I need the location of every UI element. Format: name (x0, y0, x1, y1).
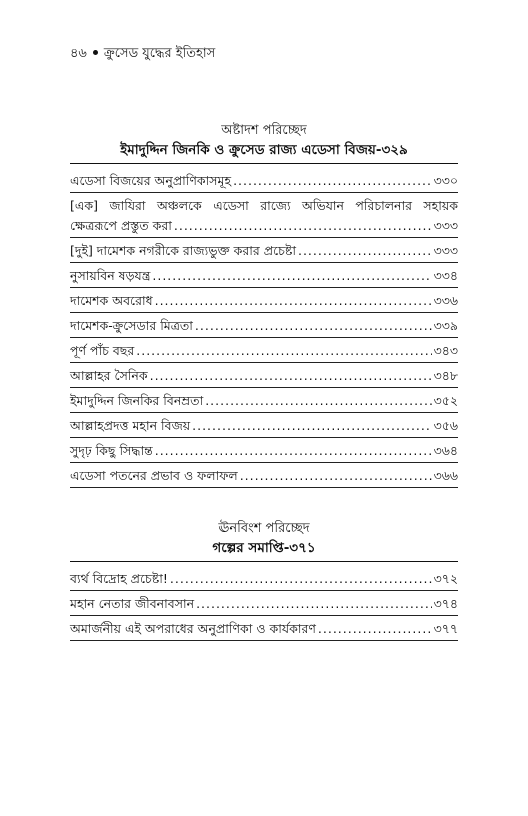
page-number: ৪৬ (70, 46, 87, 61)
entry-page: ৩৩৩ (433, 218, 458, 233)
entry-title: অমার্জনীয় এই অপরাধের অনুপ্রাণিকা ও কার্যকারণ (70, 621, 316, 636)
toc-entry[interactable] (70, 170, 458, 193)
chapter-18 (70, 122, 458, 490)
entry-title: সুদৃঢ় কিছু সিদ্ধান্ত (70, 443, 153, 458)
toc-entry[interactable] (70, 240, 458, 263)
toc-entry[interactable] (70, 415, 458, 438)
entry-page: ৩৭৭ (433, 621, 458, 636)
entry-title: দামেশক অবরোধ (70, 293, 153, 308)
toc-entry[interactable] (70, 365, 458, 388)
entry-title: এডেসা পতনের প্রভাব ও ফলাফল (70, 468, 238, 483)
entry-title: ইমাদুদ্দিন জিনকির বিনম্রতা (70, 393, 204, 408)
entry-title: পূর্ণ পাঁচ বছর (70, 343, 135, 358)
entry-title: নুসায়বিন ষড়যন্ত্র (70, 268, 151, 283)
entry-title: দামেশক-ক্রুসেডার মিত্রতা (70, 318, 193, 333)
entry-page: ৩৬৬ (433, 468, 458, 483)
chapter-title: ইমাদুদ্দিন জিনকি ও ক্রুসেড রাজ্য এডেসা বিজয়-৩২৯ (70, 140, 458, 164)
entry-title-line-1: [এক] জাযিরা অঞ্চলকে এডেসা রাজ্যে অভিযান পরিচালনার সহায়ক (70, 198, 458, 213)
entry-title: [দুই] দামেশক নগরীকে রাজ্যভুক্ত করার প্রচেষ্টা (70, 243, 296, 258)
chapter-label: ঊনবিংশ পরিচ্ছেদ (218, 521, 310, 536)
entry-page: ৩৭৪ (433, 596, 458, 611)
toc-entry[interactable] (70, 195, 458, 238)
toc-entry[interactable] (70, 593, 458, 616)
running-head (70, 44, 215, 65)
toc-entry[interactable] (70, 465, 458, 488)
chapter-label: অষ্টাদশ পরিচ্ছেদ (221, 123, 307, 138)
entry-title: এডেসা বিজয়ের অনুপ্রাণিকাসমূহ (70, 173, 232, 188)
entry-page: ৩৩৪ (433, 268, 458, 283)
toc-entry[interactable] (70, 440, 458, 463)
bullet-icon (93, 50, 98, 55)
toc-entry[interactable] (70, 568, 458, 591)
entry-title: আল্লাহর সৈনিক (70, 368, 148, 383)
entry-page: ৩৫৬ (433, 418, 458, 433)
entry-title: মহান নেতার জীবনাবসান (70, 596, 195, 611)
book-title: ক্রুসেড যুদ্ধের ইতিহাস (103, 46, 216, 61)
chapter-title: গল্পের সমাপ্তি-৩৭১ (70, 538, 458, 562)
entry-page: ৩৩০ (433, 173, 458, 188)
entry-page: ৩৩৬ (433, 293, 458, 308)
toc-entry[interactable] (70, 315, 458, 338)
entry-page: ৩৩৯ (433, 318, 458, 333)
toc-entry[interactable] (70, 265, 458, 288)
entry-title: ব্যর্থ বিদ্রোহ প্রচেষ্টা! (70, 571, 168, 586)
entry-title: ক্ষেত্ররূপে প্রস্তুত করা (70, 218, 172, 233)
entry-page: ৩৫২ (433, 393, 458, 408)
entry-page: ৩৩৩ (433, 243, 458, 258)
entry-page: ৩৪৩ (433, 343, 458, 358)
entry-page: ৩৪৮ (433, 368, 458, 383)
toc-entry[interactable] (70, 340, 458, 363)
entry-title: আল্লাহপ্রদত্ত মহান বিজয় (70, 418, 191, 433)
entry-page: ৩৬৪ (433, 443, 458, 458)
chapter-19 (70, 520, 458, 643)
toc-entry[interactable] (70, 290, 458, 313)
entry-page: ৩৭২ (433, 571, 458, 586)
toc-entry[interactable] (70, 390, 458, 413)
toc-entry[interactable] (70, 618, 458, 641)
